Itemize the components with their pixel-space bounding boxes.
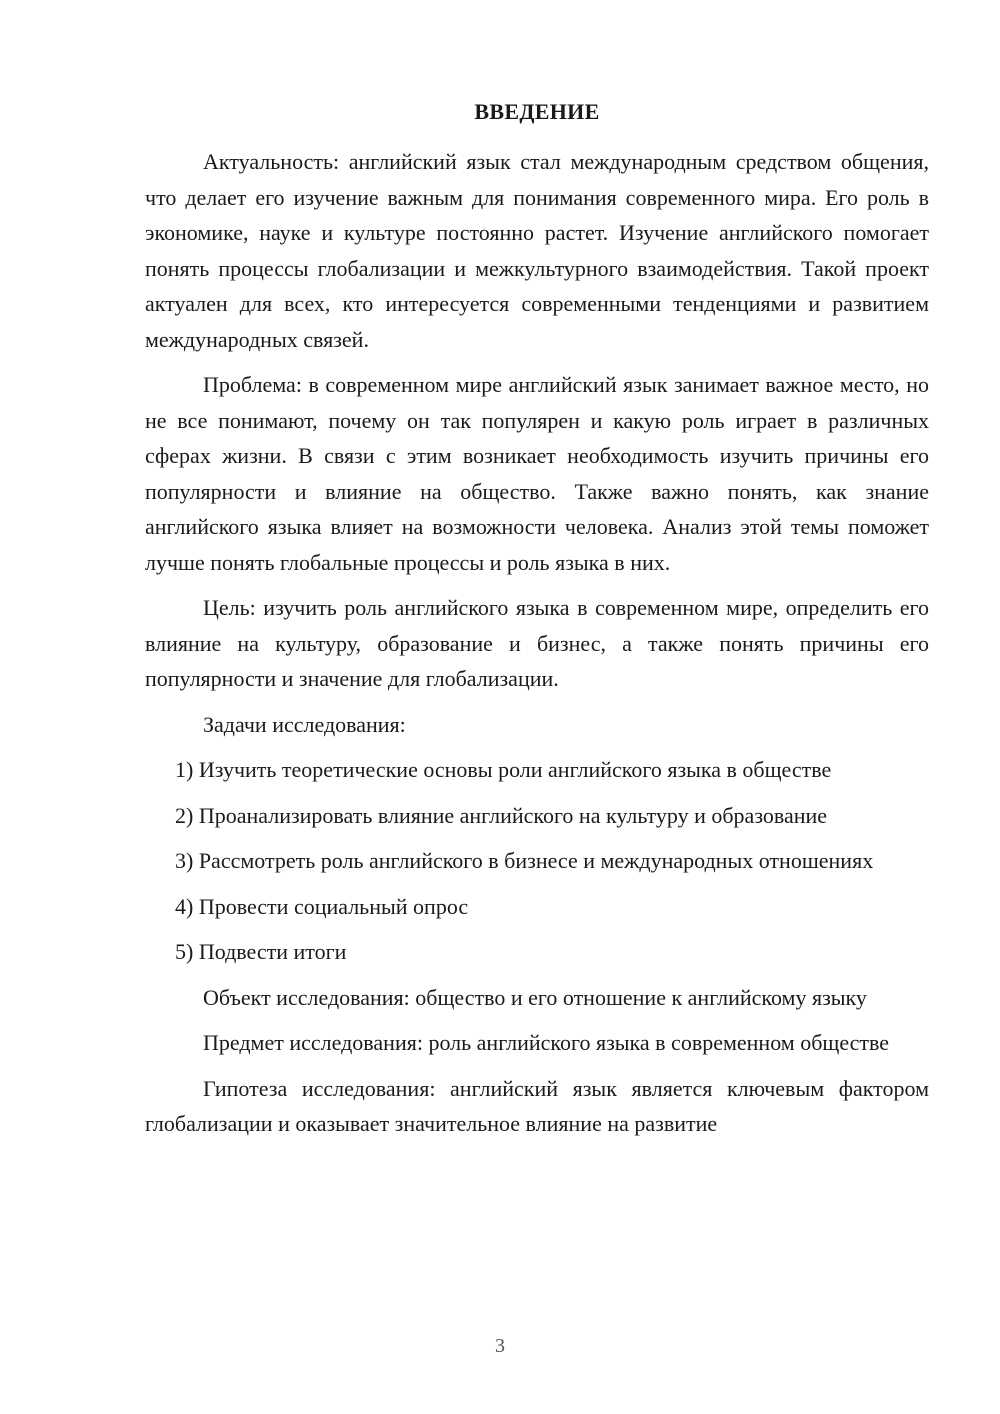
page-number: 3 bbox=[495, 1335, 505, 1357]
object-paragraph: Объект исследования: общество и его отношение к английскому языку bbox=[203, 984, 867, 1010]
list-item: 5) Подвести итоги bbox=[175, 939, 347, 964]
hypothesis-paragraph: Гипотеза исследования: английский язык является ключевым фактором глобализации и оказывает значительное влияние на развитие bbox=[145, 1075, 929, 1136]
list-item: 2) Проанализировать влияние английского на культуру и образование bbox=[175, 802, 828, 828]
list-item: 4) Провести социальный опрос bbox=[175, 893, 469, 919]
subject-paragraph: Предмет исследования: роль английского языка в современном обществе bbox=[203, 1030, 890, 1055]
problem-paragraph: Проблема: в современном мире английский язык занимает важное место, но не все понимают, почему он так популярен и какую роль играет в различных сферах жизни. В связи с этим возникает необходимость изучить причины его популярности и влияние на общество. Также важно понять, как знание английского языка влияет на возможности человека. Анализ этой темы поможет лучше понять глобальные процессы и роль языка в них. bbox=[145, 372, 929, 575]
tasks-heading: Задачи исследования: bbox=[203, 711, 406, 737]
page-body bbox=[145, 98, 929, 1152]
goal-paragraph: Цель: изучить роль английского языка в современном мире, определить его влияние на культуру, образование и бизнес, а также понять причины его популярности и значение для глобализации. bbox=[145, 595, 929, 691]
section-title: ВВЕДЕНИЕ bbox=[474, 99, 600, 124]
list-item: 1) Изучить теоретические основы роли английского языка в обществе bbox=[175, 757, 832, 782]
relevance-paragraph: Актуальность: английский язык стал международным средством общения, что делает его изучение важным для понимания современного мира. Его роль в экономике, науке и культуре постоянно растет. Изучение английского помогает понять процессы глобализации и межкультурного взаимодействия. Такой проект актуален для всех, кто интересуется современными тенденциями и развитием международных связей. bbox=[145, 149, 929, 352]
tasks-list bbox=[145, 752, 929, 970]
list-item: 3) Рассмотреть роль английского в бизнесе и международных отношениях bbox=[175, 848, 874, 873]
